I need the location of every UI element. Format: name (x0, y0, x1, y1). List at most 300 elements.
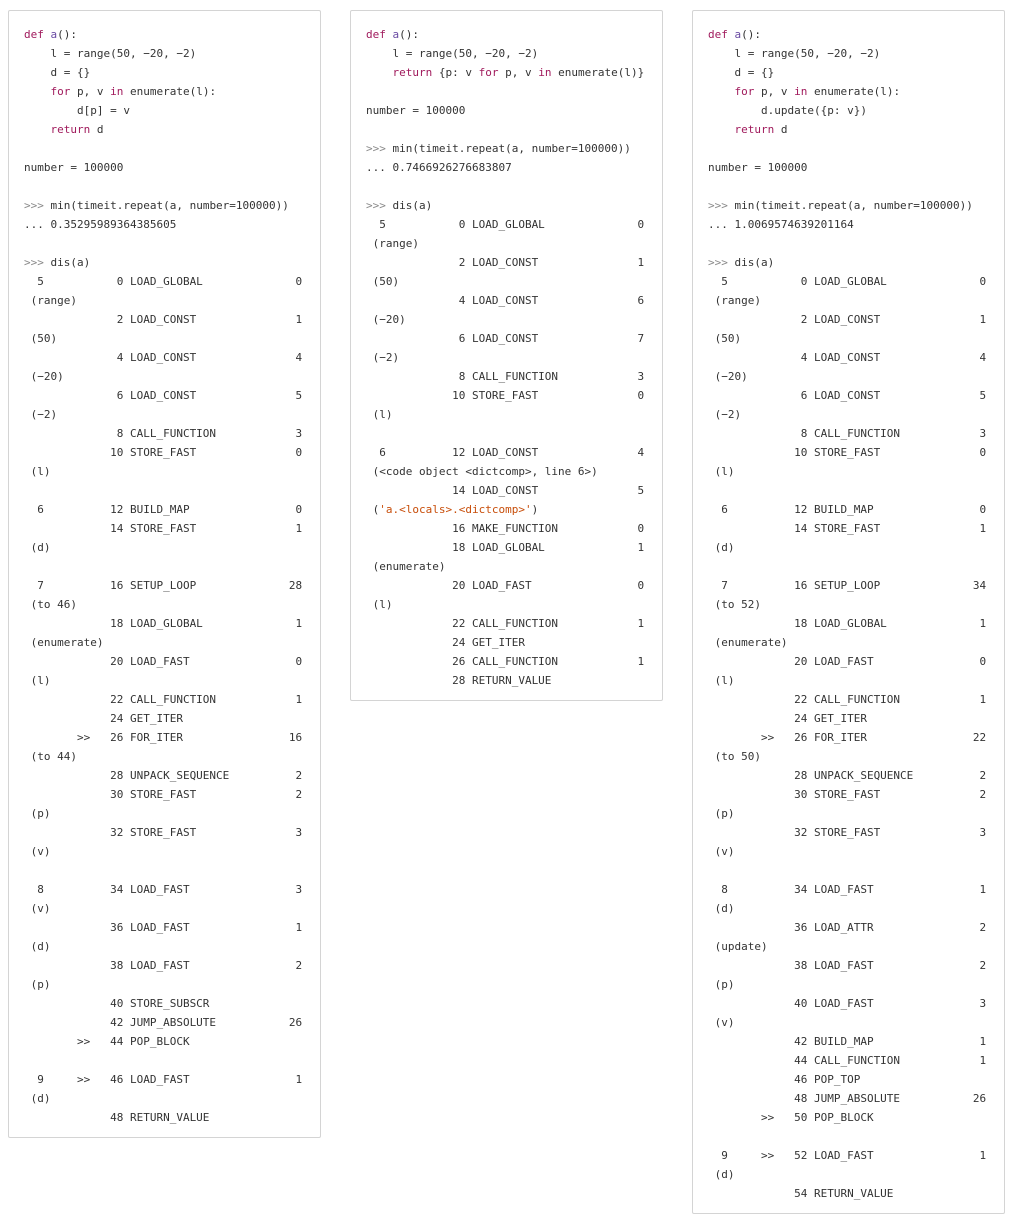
code-text: (50) (366, 275, 400, 288)
code-line (708, 1127, 989, 1146)
keyword-token: return (734, 123, 775, 136)
code-text (386, 28, 393, 41)
code-line (708, 348, 989, 367)
code-text (728, 28, 735, 41)
code-text: 4 LOAD_CONST 6 (366, 294, 645, 307)
code-text: 9 >> 46 LOAD_FAST 1 (24, 1073, 303, 1086)
code-line (708, 880, 989, 899)
code-line (366, 386, 647, 405)
code-text: 6 LOAD_CONST 5 (24, 389, 303, 402)
code-text: l = range(50, −20, −2) (366, 47, 539, 60)
code-line (708, 1108, 989, 1127)
code-line (366, 671, 647, 690)
function-name-token: a (392, 28, 400, 41)
code-text: p, v (70, 85, 111, 98)
code-line (24, 82, 305, 101)
code-block[interactable] (24, 25, 305, 1127)
code-line (366, 367, 647, 386)
code-text: p, v (754, 85, 795, 98)
code-line (24, 728, 305, 747)
code-text: 6 12 LOAD_CONST 4 (366, 446, 645, 459)
keyword-token: for (478, 66, 499, 79)
code-text: 2 LOAD_CONST 1 (366, 256, 645, 269)
code-line (708, 196, 989, 215)
code-line (24, 652, 305, 671)
code-line (24, 386, 305, 405)
code-text: d = {} (708, 66, 775, 79)
code-line (366, 481, 647, 500)
code-line (24, 557, 305, 576)
code-text: 22 CALL_FUNCTION 1 (24, 693, 303, 706)
code-line (24, 1013, 305, 1032)
code-text: enumerate(l)} (551, 66, 645, 79)
code-line (708, 101, 989, 120)
code-line (708, 747, 989, 766)
code-line (708, 804, 989, 823)
code-text: (to 50) (708, 750, 761, 763)
code-line (708, 177, 989, 196)
code-line (708, 367, 989, 386)
code-line (708, 994, 989, 1013)
code-text: (): (741, 28, 761, 41)
code-text (24, 123, 51, 136)
code-text: 6 LOAD_CONST 7 (366, 332, 645, 345)
code-line (24, 367, 305, 386)
code-text: 28 UNPACK_SEQUENCE 2 (24, 769, 303, 782)
code-text: 48 RETURN_VALUE (24, 1111, 210, 1124)
code-line (708, 538, 989, 557)
code-line (708, 1165, 989, 1184)
keyword-token: in (794, 85, 808, 98)
code-panel-dict-comprehension[interactable] (350, 10, 663, 701)
code-text: >> 44 POP_BLOCK (24, 1035, 190, 1048)
code-line (24, 633, 305, 652)
code-text: (to 46) (24, 598, 77, 611)
code-text: enumerate(l): (123, 85, 217, 98)
code-line (708, 709, 989, 728)
code-text: 42 JUMP_ABSOLUTE 26 (24, 1016, 303, 1029)
code-text: 2 LOAD_CONST 1 (24, 313, 303, 326)
code-text: number = 100000 (708, 161, 808, 174)
code-text: 7 16 SETUP_LOOP 34 (708, 579, 987, 592)
code-text: ( (366, 503, 380, 516)
code-line (366, 120, 647, 139)
code-line (366, 177, 647, 196)
code-line (366, 538, 647, 557)
function-name-token: a (50, 28, 58, 41)
code-line (708, 215, 989, 234)
code-line (708, 500, 989, 519)
code-line (708, 272, 989, 291)
code-line (708, 633, 989, 652)
code-text: 10 STORE_FAST 0 (366, 389, 645, 402)
code-line (708, 595, 989, 614)
code-line (708, 386, 989, 405)
code-line (24, 120, 305, 139)
code-line (708, 424, 989, 443)
code-text: 24 GET_ITER (708, 712, 867, 725)
code-line (366, 63, 647, 82)
code-text: (v) (708, 1016, 735, 1029)
code-line (24, 1032, 305, 1051)
code-text: (v) (708, 845, 735, 858)
code-line (24, 1108, 305, 1127)
code-line (708, 1184, 989, 1203)
code-line (24, 500, 305, 519)
code-line (708, 234, 989, 253)
prompt-token: >>> (24, 256, 44, 269)
code-text: (enumerate) (24, 636, 104, 649)
code-line (708, 861, 989, 880)
code-line (366, 614, 647, 633)
code-line (708, 766, 989, 785)
code-text: enumerate(l): (807, 85, 901, 98)
code-line (24, 215, 305, 234)
code-line (366, 272, 647, 291)
code-text: (−20) (24, 370, 64, 383)
code-line (708, 785, 989, 804)
code-text: 5 0 LOAD_GLOBAL 0 (366, 218, 645, 231)
keyword-token: for (50, 85, 71, 98)
code-text: d = {} (24, 66, 91, 79)
code-line (708, 614, 989, 633)
code-line (366, 158, 647, 177)
code-line (708, 899, 989, 918)
code-line (708, 291, 989, 310)
code-line (708, 842, 989, 861)
prompt-token: >>> (366, 199, 386, 212)
code-line (24, 177, 305, 196)
code-text: d (774, 123, 788, 136)
code-line (708, 956, 989, 975)
code-text: 4 LOAD_CONST 4 (708, 351, 987, 364)
code-line (708, 918, 989, 937)
code-text: ) (531, 503, 539, 516)
code-text: 6 12 BUILD_MAP 0 (708, 503, 987, 516)
code-text: 8 34 LOAD_FAST 3 (24, 883, 303, 896)
code-text: 46 POP_TOP (708, 1073, 861, 1086)
code-line (24, 158, 305, 177)
prompt-token: >>> (24, 199, 44, 212)
code-text: dis(a) (43, 256, 91, 269)
code-text (44, 28, 51, 41)
code-text: 2 LOAD_CONST 1 (708, 313, 987, 326)
code-line (708, 975, 989, 994)
code-line (24, 804, 305, 823)
keyword-token: for (734, 85, 755, 98)
code-text: (−2) (24, 408, 58, 421)
code-line (708, 690, 989, 709)
keyword-token: def (24, 28, 44, 41)
code-text: 5 0 LOAD_GLOBAL 0 (24, 275, 303, 288)
code-text: (−20) (708, 370, 748, 383)
code-text: (<code object <dictcomp>, line 6>) (366, 465, 598, 478)
code-line (708, 937, 989, 956)
code-line (708, 253, 989, 272)
code-text: 26 CALL_FUNCTION 1 (366, 655, 645, 668)
code-text: (p) (24, 978, 51, 991)
code-text: min(timeit.repeat(a, number=100000)) (727, 199, 973, 212)
code-text: 14 STORE_FAST 1 (708, 522, 987, 535)
code-line (366, 500, 647, 519)
code-line (366, 25, 647, 44)
code-line (24, 63, 305, 82)
code-line (24, 1051, 305, 1070)
code-line (24, 690, 305, 709)
code-text: 22 CALL_FUNCTION 1 (708, 693, 987, 706)
code-line (366, 652, 647, 671)
code-line (708, 139, 989, 158)
code-line (366, 424, 647, 443)
code-text: 28 RETURN_VALUE (366, 674, 552, 687)
code-text: (d) (708, 1168, 735, 1181)
code-text: p, v (498, 66, 539, 79)
code-line (24, 196, 305, 215)
code-text: 8 CALL_FUNCTION 3 (24, 427, 303, 440)
code-text: d (90, 123, 104, 136)
code-line (24, 538, 305, 557)
code-text: (l) (24, 674, 51, 687)
keyword-token: in (110, 85, 124, 98)
code-line (708, 1051, 989, 1070)
code-line (366, 348, 647, 367)
code-text: 10 STORE_FAST 0 (24, 446, 303, 459)
code-line (366, 519, 647, 538)
code-line (24, 405, 305, 424)
code-line (24, 747, 305, 766)
code-line (366, 215, 647, 234)
code-text: 30 STORE_FAST 2 (708, 788, 987, 801)
code-line (24, 671, 305, 690)
code-text: (−2) (708, 408, 742, 421)
code-text: number = 100000 (366, 104, 466, 117)
code-text: (v) (24, 902, 51, 915)
code-line (708, 576, 989, 595)
code-line (708, 44, 989, 63)
code-line (24, 595, 305, 614)
code-line (24, 823, 305, 842)
code-line (708, 1032, 989, 1051)
keyword-token: in (538, 66, 552, 79)
code-line (366, 329, 647, 348)
code-text (708, 85, 735, 98)
code-text: 18 LOAD_GLOBAL 1 (366, 541, 645, 554)
code-line (708, 519, 989, 538)
code-text: (l) (366, 408, 393, 421)
code-text: (l) (708, 674, 735, 687)
code-text: 44 CALL_FUNCTION 1 (708, 1054, 987, 1067)
prompt-token: >>> (708, 256, 728, 269)
code-line (24, 348, 305, 367)
code-line (24, 956, 305, 975)
code-line (24, 1089, 305, 1108)
code-line (366, 101, 647, 120)
code-text: 14 STORE_FAST 1 (24, 522, 303, 535)
code-text: (p) (24, 807, 51, 820)
code-line (24, 101, 305, 120)
code-line (366, 44, 647, 63)
code-line (708, 405, 989, 424)
code-line (366, 405, 647, 424)
code-line (24, 481, 305, 500)
keyword-token: return (392, 66, 433, 79)
code-text: number = 100000 (24, 161, 124, 174)
code-text: l = range(50, −20, −2) (708, 47, 881, 60)
keyword-token: def (708, 28, 728, 41)
code-line (366, 291, 647, 310)
code-text: 16 MAKE_FUNCTION 0 (366, 522, 645, 535)
code-text: (p) (708, 978, 735, 991)
code-text: (range) (708, 294, 761, 307)
string-token: 'a.<locals>.<dictcomp>' (379, 503, 532, 516)
code-text: 8 CALL_FUNCTION 3 (708, 427, 987, 440)
code-text: (d) (24, 541, 51, 554)
code-text: 36 LOAD_ATTR 2 (708, 921, 987, 934)
code-text: (): (399, 28, 419, 41)
code-text: (enumerate) (366, 560, 446, 573)
code-line (708, 1013, 989, 1032)
code-line (366, 633, 647, 652)
code-line (708, 158, 989, 177)
code-text: (50) (708, 332, 742, 345)
code-text: 42 BUILD_MAP 1 (708, 1035, 987, 1048)
code-line (708, 823, 989, 842)
code-text: 5 0 LOAD_GLOBAL 0 (708, 275, 987, 288)
code-line (24, 519, 305, 538)
code-line (24, 44, 305, 63)
code-line (24, 462, 305, 481)
code-text: 14 LOAD_CONST 5 (366, 484, 645, 497)
code-text: 48 JUMP_ABSOLUTE 26 (708, 1092, 987, 1105)
code-line (366, 557, 647, 576)
code-line (366, 253, 647, 272)
code-text: 18 LOAD_GLOBAL 1 (24, 617, 303, 630)
code-line (24, 25, 305, 44)
code-text: (d) (708, 902, 735, 915)
code-line (24, 291, 305, 310)
code-text: 22 CALL_FUNCTION 1 (366, 617, 645, 630)
code-line (366, 310, 647, 329)
code-text: 8 CALL_FUNCTION 3 (366, 370, 645, 383)
code-text: (to 44) (24, 750, 77, 763)
code-line (708, 82, 989, 101)
code-text: (range) (24, 294, 77, 307)
code-text: 4 LOAD_CONST 4 (24, 351, 303, 364)
prompt-token: >>> (366, 142, 386, 155)
prompt-token: >>> (708, 199, 728, 212)
code-panel-loop-update[interactable] (692, 10, 1005, 1214)
code-text: ... 0.35295989364385605 (24, 218, 177, 231)
code-text: (range) (366, 237, 419, 250)
code-line (708, 462, 989, 481)
code-line (708, 481, 989, 500)
function-name-token: a (734, 28, 742, 41)
code-line (708, 1089, 989, 1108)
code-line (708, 25, 989, 44)
code-line (366, 82, 647, 101)
code-text: >> 26 FOR_ITER 22 (708, 731, 987, 744)
code-line (24, 842, 305, 861)
code-text: 6 12 BUILD_MAP 0 (24, 503, 303, 516)
code-line (708, 443, 989, 462)
code-text: dis(a) (385, 199, 433, 212)
code-text: (50) (24, 332, 58, 345)
code-line (24, 234, 305, 253)
code-text: 40 STORE_SUBSCR (24, 997, 210, 1010)
code-text: 18 LOAD_GLOBAL 1 (708, 617, 987, 630)
code-line (708, 557, 989, 576)
code-line (708, 652, 989, 671)
code-text: 38 LOAD_FAST 2 (708, 959, 987, 972)
code-line (24, 994, 305, 1013)
code-text: (l) (24, 465, 51, 478)
code-line (708, 63, 989, 82)
code-text: 54 RETURN_VALUE (708, 1187, 894, 1200)
code-line (24, 899, 305, 918)
code-text: 10 STORE_FAST 0 (708, 446, 987, 459)
code-text: (to 52) (708, 598, 761, 611)
code-line (24, 424, 305, 443)
code-line (366, 462, 647, 481)
code-text: 24 GET_ITER (366, 636, 525, 649)
code-line (24, 443, 305, 462)
code-line (708, 1146, 989, 1165)
code-text: d.update({p: v}) (708, 104, 867, 117)
code-text: 30 STORE_FAST 2 (24, 788, 303, 801)
code-text: 8 34 LOAD_FAST 1 (708, 883, 987, 896)
code-line (24, 614, 305, 633)
code-line (366, 443, 647, 462)
code-text: 32 STORE_FAST 3 (708, 826, 987, 839)
code-text: (d) (708, 541, 735, 554)
code-line (24, 937, 305, 956)
code-text: ... 0.7466926276683807 (366, 161, 512, 174)
code-text: {p: v (432, 66, 479, 79)
keyword-token: def (366, 28, 386, 41)
code-text (24, 85, 51, 98)
code-line (366, 234, 647, 253)
code-text: >> 26 FOR_ITER 16 (24, 731, 303, 744)
code-line (708, 310, 989, 329)
code-line (708, 120, 989, 139)
code-block[interactable] (708, 25, 989, 1203)
code-panel-loop-assign[interactable] (8, 10, 321, 1138)
code-text (708, 123, 735, 136)
code-line (708, 1070, 989, 1089)
code-text: ... 1.0069574639201164 (708, 218, 854, 231)
code-text: 32 STORE_FAST 3 (24, 826, 303, 839)
code-line (366, 139, 647, 158)
code-line (708, 329, 989, 348)
code-text: d[p] = v (24, 104, 130, 117)
code-text: (p) (708, 807, 735, 820)
code-text: 38 LOAD_FAST 2 (24, 959, 303, 972)
code-line (24, 576, 305, 595)
code-line (24, 880, 305, 899)
code-text: (d) (24, 1092, 51, 1105)
code-text: 6 LOAD_CONST 5 (708, 389, 987, 402)
code-text: (l) (366, 598, 393, 611)
code-text: 20 LOAD_FAST 0 (24, 655, 303, 668)
code-text: (d) (24, 940, 51, 953)
code-line (24, 272, 305, 291)
code-text: 24 GET_ITER (24, 712, 183, 725)
code-text: dis(a) (727, 256, 775, 269)
code-text: 36 LOAD_FAST 1 (24, 921, 303, 934)
code-block[interactable] (366, 25, 647, 690)
code-line (24, 310, 305, 329)
code-text: 28 UNPACK_SEQUENCE 2 (708, 769, 987, 782)
